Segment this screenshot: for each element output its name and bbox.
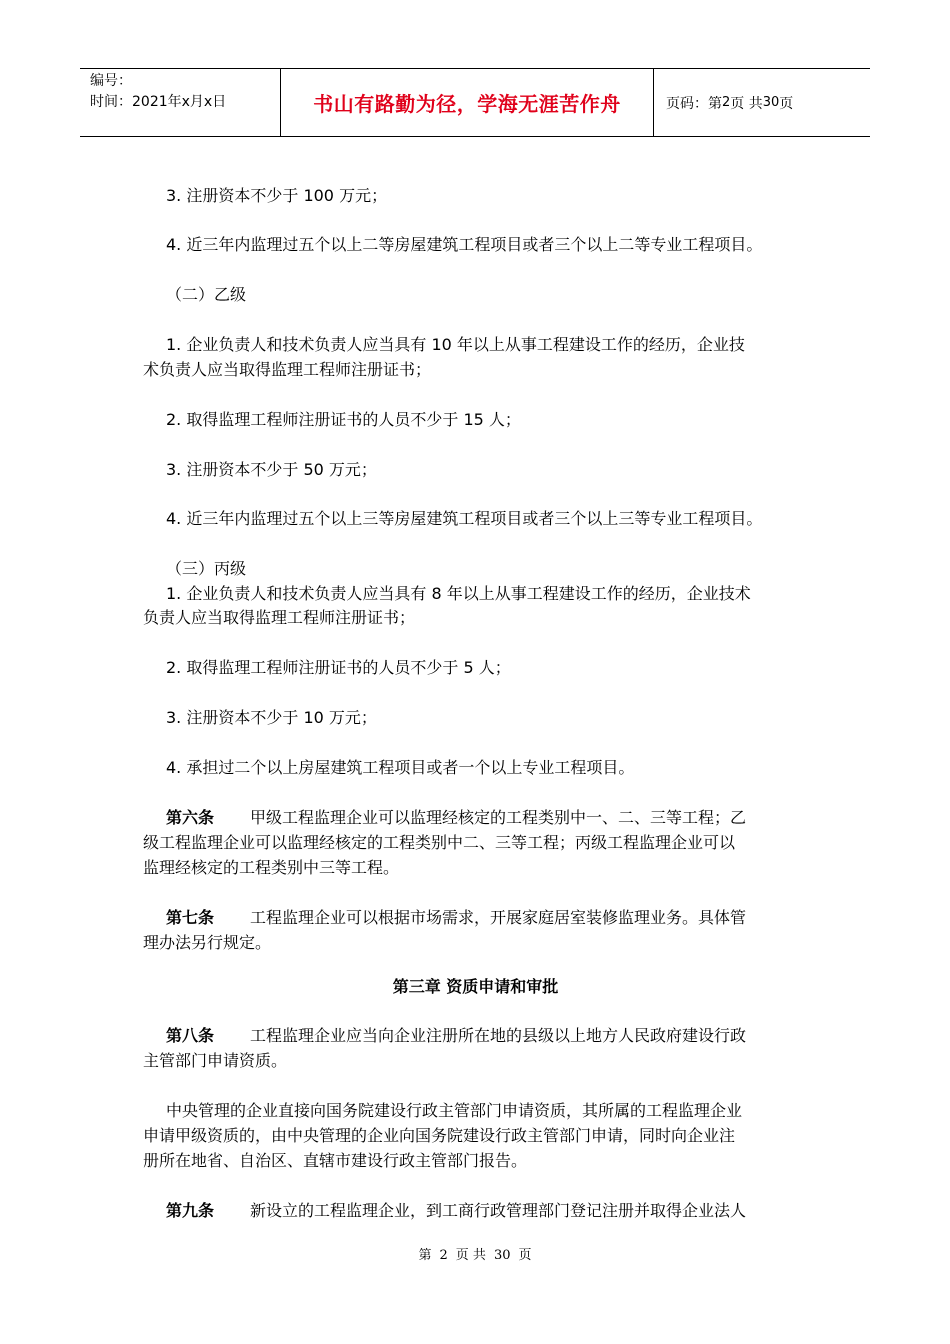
article-label: 第九条: [166, 1201, 215, 1220]
page-footer: [0, 1244, 950, 1263]
section-heading: （三）丙级: [166, 559, 247, 578]
page-label: 页码：第: [666, 95, 722, 112]
page-header: [80, 68, 870, 137]
paragraph: 主管部门申请资质。: [143, 1051, 288, 1070]
article-text: 新设立的工程监理企业，到工商行政管理部门登记注册并取得企业法人: [250, 1201, 747, 1220]
article-9: [143, 1199, 831, 1223]
paragraph: 监理经核定的工程类别中三等工程。: [143, 858, 400, 877]
page-end: 页: [779, 95, 794, 112]
time-label: 时间：2021年x月x日: [90, 94, 227, 110]
article-8: [143, 1024, 831, 1048]
footer-prefix: 第: [418, 1248, 432, 1263]
paragraph: 1. 企业负责人和技术负责人应当具有 10 年以上从事工程建设工作的经历，企业技: [166, 335, 745, 354]
paragraph: 3. 注册资本不少于 10 万元；: [166, 708, 377, 727]
article-label: 第六条: [166, 808, 215, 827]
header-motto: 书山有路勤为径，学海无涯苦作舟: [281, 69, 654, 136]
section-heading: （二）乙级: [166, 285, 247, 304]
paragraph: 2. 取得监理工程师注册证书的人员不少于 15 人；: [166, 410, 521, 429]
paragraph: 1. 企业负责人和技术负责人应当具有 8 年以上从事工程建设工作的经历，企业技术: [166, 584, 751, 603]
paragraph: 负责人应当取得监理工程师注册证书；: [143, 608, 416, 627]
chapter-title: 第三章 资质申请和审批: [392, 977, 559, 996]
article-text: 工程监理企业可以根据市场需求，开展家庭居室装修监理业务。具体管: [250, 908, 747, 927]
article-label: 第八条: [166, 1026, 215, 1045]
article-6: [143, 806, 831, 830]
paragraph: 2. 取得监理工程师注册证书的人员不少于 5 人；: [166, 658, 511, 677]
article-text: 甲级工程监理企业可以监理经核定的工程类别中一、二、三等工程；乙: [250, 808, 747, 827]
paragraph: 册所在地省、自治区、直辖市建设行政主管部门报告。: [143, 1151, 528, 1170]
footer-mid: 页 共: [455, 1248, 486, 1263]
paragraph: 申请甲级资质的，由中央管理的企业向国务院建设行政主管部门申请，同时向企业注: [143, 1126, 736, 1145]
header-page-info: [654, 69, 870, 136]
paragraph: 3. 注册资本不少于 100 万元；: [166, 186, 388, 205]
paragraph: 4. 近三年内监理过五个以上三等房屋建筑工程项目或者三个以上三等专业工程项目。: [166, 509, 763, 528]
paragraph: 4. 近三年内监理过五个以上二等房屋建筑工程项目或者三个以上二等专业工程项目。: [166, 235, 763, 254]
paragraph: 3. 注册资本不少于 50 万元；: [166, 460, 377, 479]
paragraph: 级工程监理企业可以监理经核定的工程类别中二、三等工程；丙级工程监理企业可以: [143, 833, 736, 852]
header-info-cell: [80, 69, 281, 136]
paragraph: 术负责人应当取得监理工程师注册证书；: [143, 360, 432, 379]
footer-total: 30: [493, 1248, 511, 1263]
serial-label: 编号：: [90, 73, 132, 89]
paragraph: 理办法另行规定。: [143, 933, 272, 952]
paragraph: 中央管理的企业直接向国务院建设行政主管部门申请资质，其所属的工程监理企业: [166, 1101, 743, 1120]
article-label: 第七条: [166, 908, 215, 927]
page-number: 2: [722, 95, 731, 110]
page-total: 30: [762, 95, 780, 110]
paragraph: 4. 承担过二个以上房屋建筑工程项目或者一个以上专业工程项目。: [166, 758, 635, 777]
footer-page: 2: [439, 1248, 448, 1263]
footer-suffix: 页: [518, 1248, 532, 1263]
article-text: 工程监理企业应当向企业注册所在地的县级以上地方人民政府建设行政: [250, 1026, 747, 1045]
article-7: [143, 906, 831, 930]
page-mid: 页 共: [730, 95, 763, 112]
